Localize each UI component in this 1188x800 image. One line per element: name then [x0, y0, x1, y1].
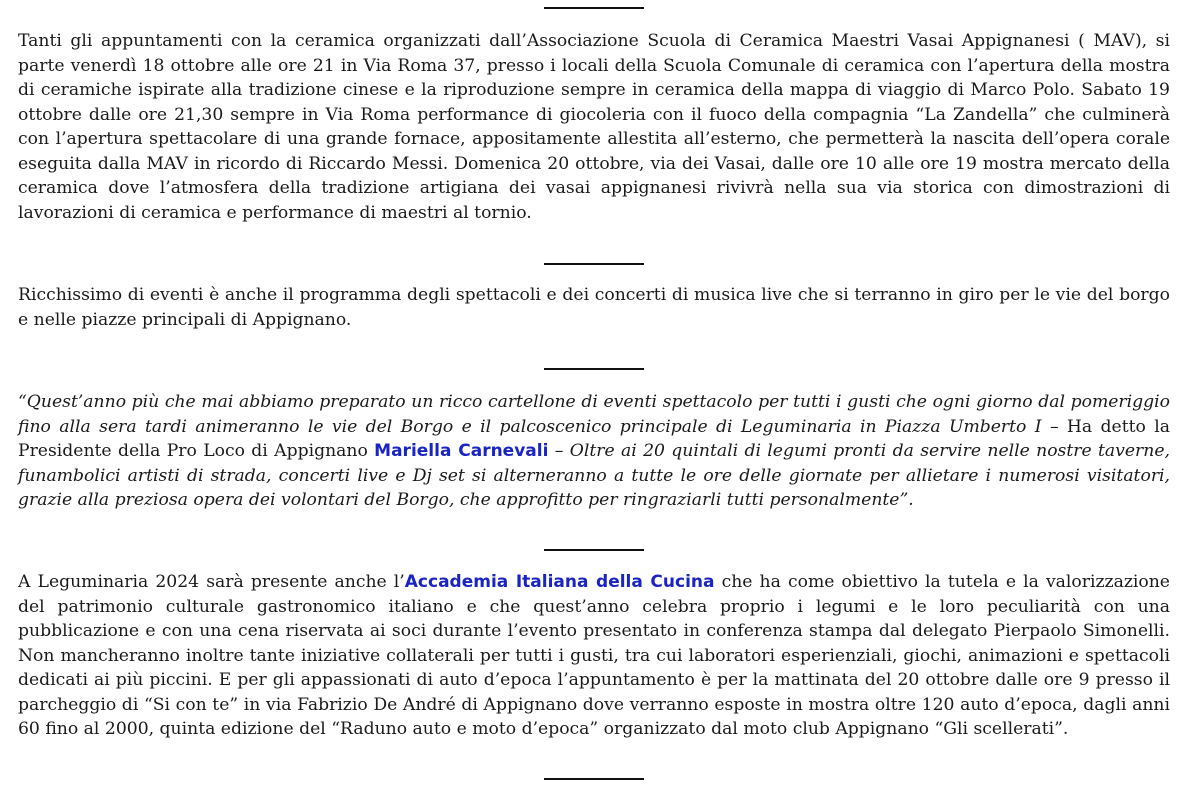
quote-part-2: – Oltre ai 20 quintali di legumi pronti da servire nelle nostre taverne, funambolici artisti di strada, concerti live e Dj set si alterneranno a tutte le ore delle giornate per allietare i numerosi visitatori, grazie alla preziosa opera dei volontari del Borgo, che approfitto per ringraziarli tutti personalmente”. — [18, 441, 1170, 510]
person-link-mariella-carnevali[interactable]: Mariella Carnevali — [374, 441, 549, 461]
section-divider — [544, 368, 644, 370]
paragraph-accademia — [18, 570, 1170, 742]
paragraph-shows: Ricchissimo di eventi è anche il programma degli spettacoli e dei concerti di musica live che si terranno in giro per le vie del borgo e nelle piazze principali di Appignano. — [18, 285, 1170, 330]
section-divider — [544, 7, 644, 9]
quote-attribution: – Ha detto la Presidente della Pro Loco di Appignano — [18, 416, 1171, 461]
accademia-body: che ha come obiettivo la tutela e la valorizzazione del patrimonio culturale gastronomico italiano e che quest’anno celebra proprio i legumi e le loro peculiarità con una pubblicazione e con una cena riservata ai soci durante l’evento presentato in conferenza stampa dal delegato Pierpaolo Simonelli. Non mancheranno inoltre tante iniziative collaterali per tutti i gusti, tra cui laboratori esperienziali, giochi, animazioni e spettacoli dedicati ai più piccini. E per gli appassionati di auto d’epoca l’appuntamento è per la mattinata del 20 ottobre dalle ore 9 presso il parcheggio di “Si con te” in via Fabrizio De André di Appignano dove verranno esposte in mostra oltre 120 auto d’epoca, dagli anni 60 fino al 2000, quinta edizione del “Raduno auto e moto d’epoca” organizzato dal moto club Appignano “Gli scellerati”. — [18, 572, 1170, 739]
section-divider — [544, 549, 644, 551]
accademia-link[interactable]: Accademia Italiana della Cucina — [404, 572, 715, 592]
accademia-intro: A Leguminaria 2024 sarà presente anche l’ — [18, 572, 405, 592]
quote-part-1: “Quest’anno più che mai abbiamo preparato un ricco cartellone di eventi spettacolo per tutti i gusti che ogni giorno dal pomeriggio fino alla sera tardi animeranno le vie del Borgo e il palcoscenico principale di Leguminaria in Piazza Umberto I — [18, 392, 1170, 437]
section-divider — [544, 263, 644, 265]
paragraph-ceramics: Tanti gli appuntamenti con la ceramica organizzati dall’Associazione Scuola di Ceramica Maestri Vasai Appignanesi ( MAV), si parte venerdì 18 ottobre alle ore 21 in Via Roma 37, presso i locali della Scuola Comunale di ceramica con l’apertura della mostra di ceramiche ispirate alla tradizione cinese e la riproduzione sempre in ceramica della mappa di viaggio di Marco Polo. Sabato 19 ottobre dalle ore 21,30 sempre in Via Roma performance di giocoleria con il fuoco della compagnia “La Zandella” che culminerà con l’apertura spettacolare di una grande fornace, appositamente allestita all’esterno, che permetterà la nascita dell’opera corale eseguita dalla MAV in ricordo di Riccardo Messi. Domenica 20 ottobre, via dei Vasai, dalle ore 10 alle ore 19 mostra mercato della ceramica dove l’atmosfera della tradizione artigiana dei vasai appignanesi rivivrà nella sua via storica con dimostrazioni di lavorazioni di ceramica e performance di maestri al tornio. — [18, 31, 1170, 223]
section-divider — [544, 778, 644, 780]
paragraph-quote — [18, 390, 1170, 513]
